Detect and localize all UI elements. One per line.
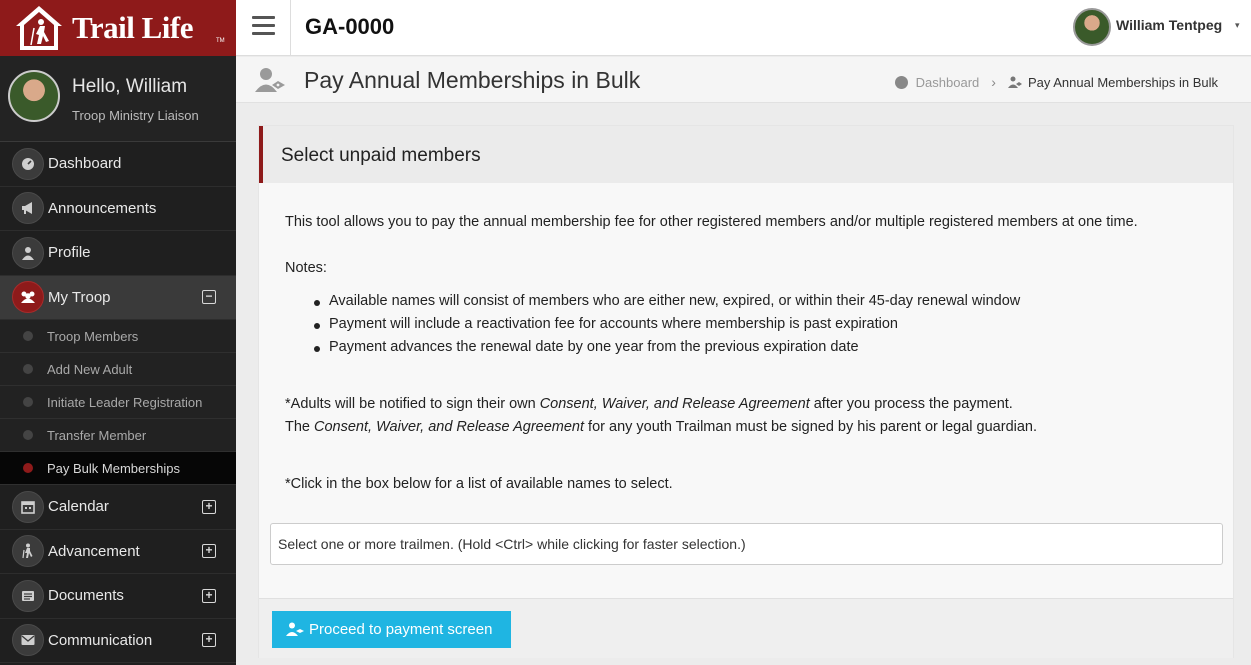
menu-icon[interactable] — [252, 16, 275, 36]
trail-life-logo-icon — [14, 4, 64, 52]
hiker-icon — [12, 535, 44, 567]
proceed-button-label: Proceed to payment screen — [309, 621, 493, 638]
bullet-icon — [23, 397, 33, 407]
select-placeholder: Select one or more trailmen. (Hold <Ctrl> while clicking for faster selection.) — [278, 536, 746, 552]
list-item: Available names will consist of members who are either new, expired, or within their 45-day renewal window — [329, 293, 1020, 316]
panel-footer — [259, 598, 1233, 658]
select-members-panel — [258, 125, 1234, 658]
sidebar-item-profile[interactable] — [0, 231, 236, 276]
sidebar-item-troop-members[interactable] — [0, 320, 236, 353]
troop-code: GA-0000 — [305, 14, 395, 39]
sidebar-item-initiate-leader-registration[interactable] — [0, 386, 236, 419]
sidebar-item-add-new-adult[interactable] — [0, 353, 236, 386]
youth-note-prefix: The — [285, 419, 315, 435]
collapse-icon[interactable]: − — [202, 290, 216, 304]
breadcrumb-current: Pay Annual Memberships in Bulk — [1027, 74, 1218, 90]
user-greeting: Hello, William — [72, 76, 188, 97]
click-instruction: *Click in the box below for a list of available names to select. — [285, 476, 673, 492]
agreement-name: Consent, Waiver, and Release Agreement — [314, 419, 585, 435]
avatar[interactable] — [1073, 8, 1111, 46]
document-icon — [12, 580, 44, 612]
sidebar-item-documents[interactable] — [0, 574, 236, 619]
notes-label: Notes: — [285, 260, 327, 276]
agreement-name: Consent, Waiver, and Release Agreement — [539, 396, 810, 412]
brand-name: Trail Life — [72, 10, 193, 45]
sidebar-item-pay-bulk-memberships[interactable] — [0, 452, 236, 485]
user-payment-icon — [286, 622, 304, 636]
sidebar-item-label: Advancement — [48, 542, 140, 560]
sidebar-item-label: Announcements — [48, 199, 157, 217]
brand-trademark: TM — [216, 38, 225, 44]
sidebar-item-label: Initiate Leader Registration — [47, 394, 203, 410]
sidebar — [0, 0, 236, 665]
dashboard-icon — [895, 76, 908, 89]
adult-consent-note — [285, 396, 1013, 412]
sidebar-item-label: My Troop — [48, 288, 111, 306]
calendar-icon — [12, 491, 44, 523]
expand-icon[interactable]: + — [202, 544, 216, 558]
group-icon — [12, 281, 44, 313]
user-menu-name[interactable]: William Tentpeg — [1116, 17, 1223, 33]
notes-list — [329, 293, 1020, 362]
user-payment-icon — [254, 67, 286, 93]
page-title: Pay Annual Memberships in Bulk — [304, 67, 641, 93]
sidebar-item-label: Calendar — [48, 498, 109, 516]
sidebar-nav — [0, 142, 236, 663]
sidebar-item-label: Troop Members — [47, 328, 139, 344]
sidebar-item-calendar[interactable] — [0, 485, 236, 530]
breadcrumb-home-link[interactable]: Dashboard — [915, 74, 980, 90]
sidebar-item-label: Dashboard — [48, 155, 122, 173]
sidebar-item-label: Transfer Member — [47, 427, 147, 443]
breadcrumb-separator: › — [991, 74, 996, 90]
sidebar-item-dashboard[interactable] — [0, 142, 236, 187]
sidebar-item-label: Documents — [48, 587, 124, 605]
youth-consent-note — [285, 419, 1037, 435]
adult-note-prefix: *Adults will be notified to sign their own — [285, 396, 540, 412]
sidebar-item-communication[interactable] — [0, 619, 236, 664]
intro-text: This tool allows you to pay the annual membership fee for other registered members and/or multiple registered members at one time. — [285, 214, 1138, 230]
sidebar-item-label: Pay Bulk Memberships — [47, 460, 180, 476]
dashboard-icon — [12, 148, 44, 180]
list-item: Payment advances the renewal date by one year from the previous expiration date — [329, 339, 1020, 362]
expand-icon[interactable]: + — [202, 500, 216, 514]
sidebar-item-transfer-member[interactable] — [0, 419, 236, 452]
bullet-icon — [23, 430, 33, 440]
breadcrumb — [895, 74, 1218, 90]
expand-icon[interactable]: + — [202, 633, 216, 647]
proceed-to-payment-button[interactable] — [272, 611, 511, 648]
expand-icon[interactable]: + — [202, 589, 216, 603]
sidebar-item-label: Add New Adult — [47, 361, 133, 377]
trailmen-select-input[interactable] — [270, 523, 1223, 565]
bullet-icon — [23, 331, 33, 341]
panel-header — [259, 126, 1233, 183]
chevron-down-icon[interactable]: ▾ — [1235, 20, 1240, 30]
page-header — [236, 57, 1251, 103]
user-payment-icon — [1008, 76, 1022, 88]
avatar[interactable] — [8, 70, 60, 122]
sidebar-item-label: Communication — [48, 631, 153, 649]
bullet-icon — [23, 364, 33, 374]
envelope-icon — [12, 624, 44, 656]
sidebar-item-label: Profile — [48, 244, 91, 262]
sidebar-item-my-troop[interactable] — [0, 276, 236, 321]
sidebar-item-advancement[interactable] — [0, 530, 236, 575]
user-panel — [0, 56, 236, 142]
bullet-icon — [23, 463, 33, 473]
brand-header[interactable] — [0, 0, 236, 56]
top-bar — [236, 0, 1251, 56]
divider — [290, 0, 291, 56]
list-item: Payment will include a reactivation fee for accounts where membership is past expiration — [329, 316, 1020, 339]
sidebar-item-announcements[interactable] — [0, 187, 236, 232]
user-role: Troop Ministry Liaison — [72, 108, 199, 123]
adult-note-suffix: after you process the payment. — [809, 396, 1013, 412]
youth-note-suffix: for any youth Trailman must be signed by his parent or legal guardian. — [584, 419, 1038, 435]
user-icon — [12, 237, 44, 269]
my-troop-submenu — [0, 320, 236, 485]
panel-title: Select unpaid members — [281, 145, 481, 166]
megaphone-icon — [12, 192, 44, 224]
